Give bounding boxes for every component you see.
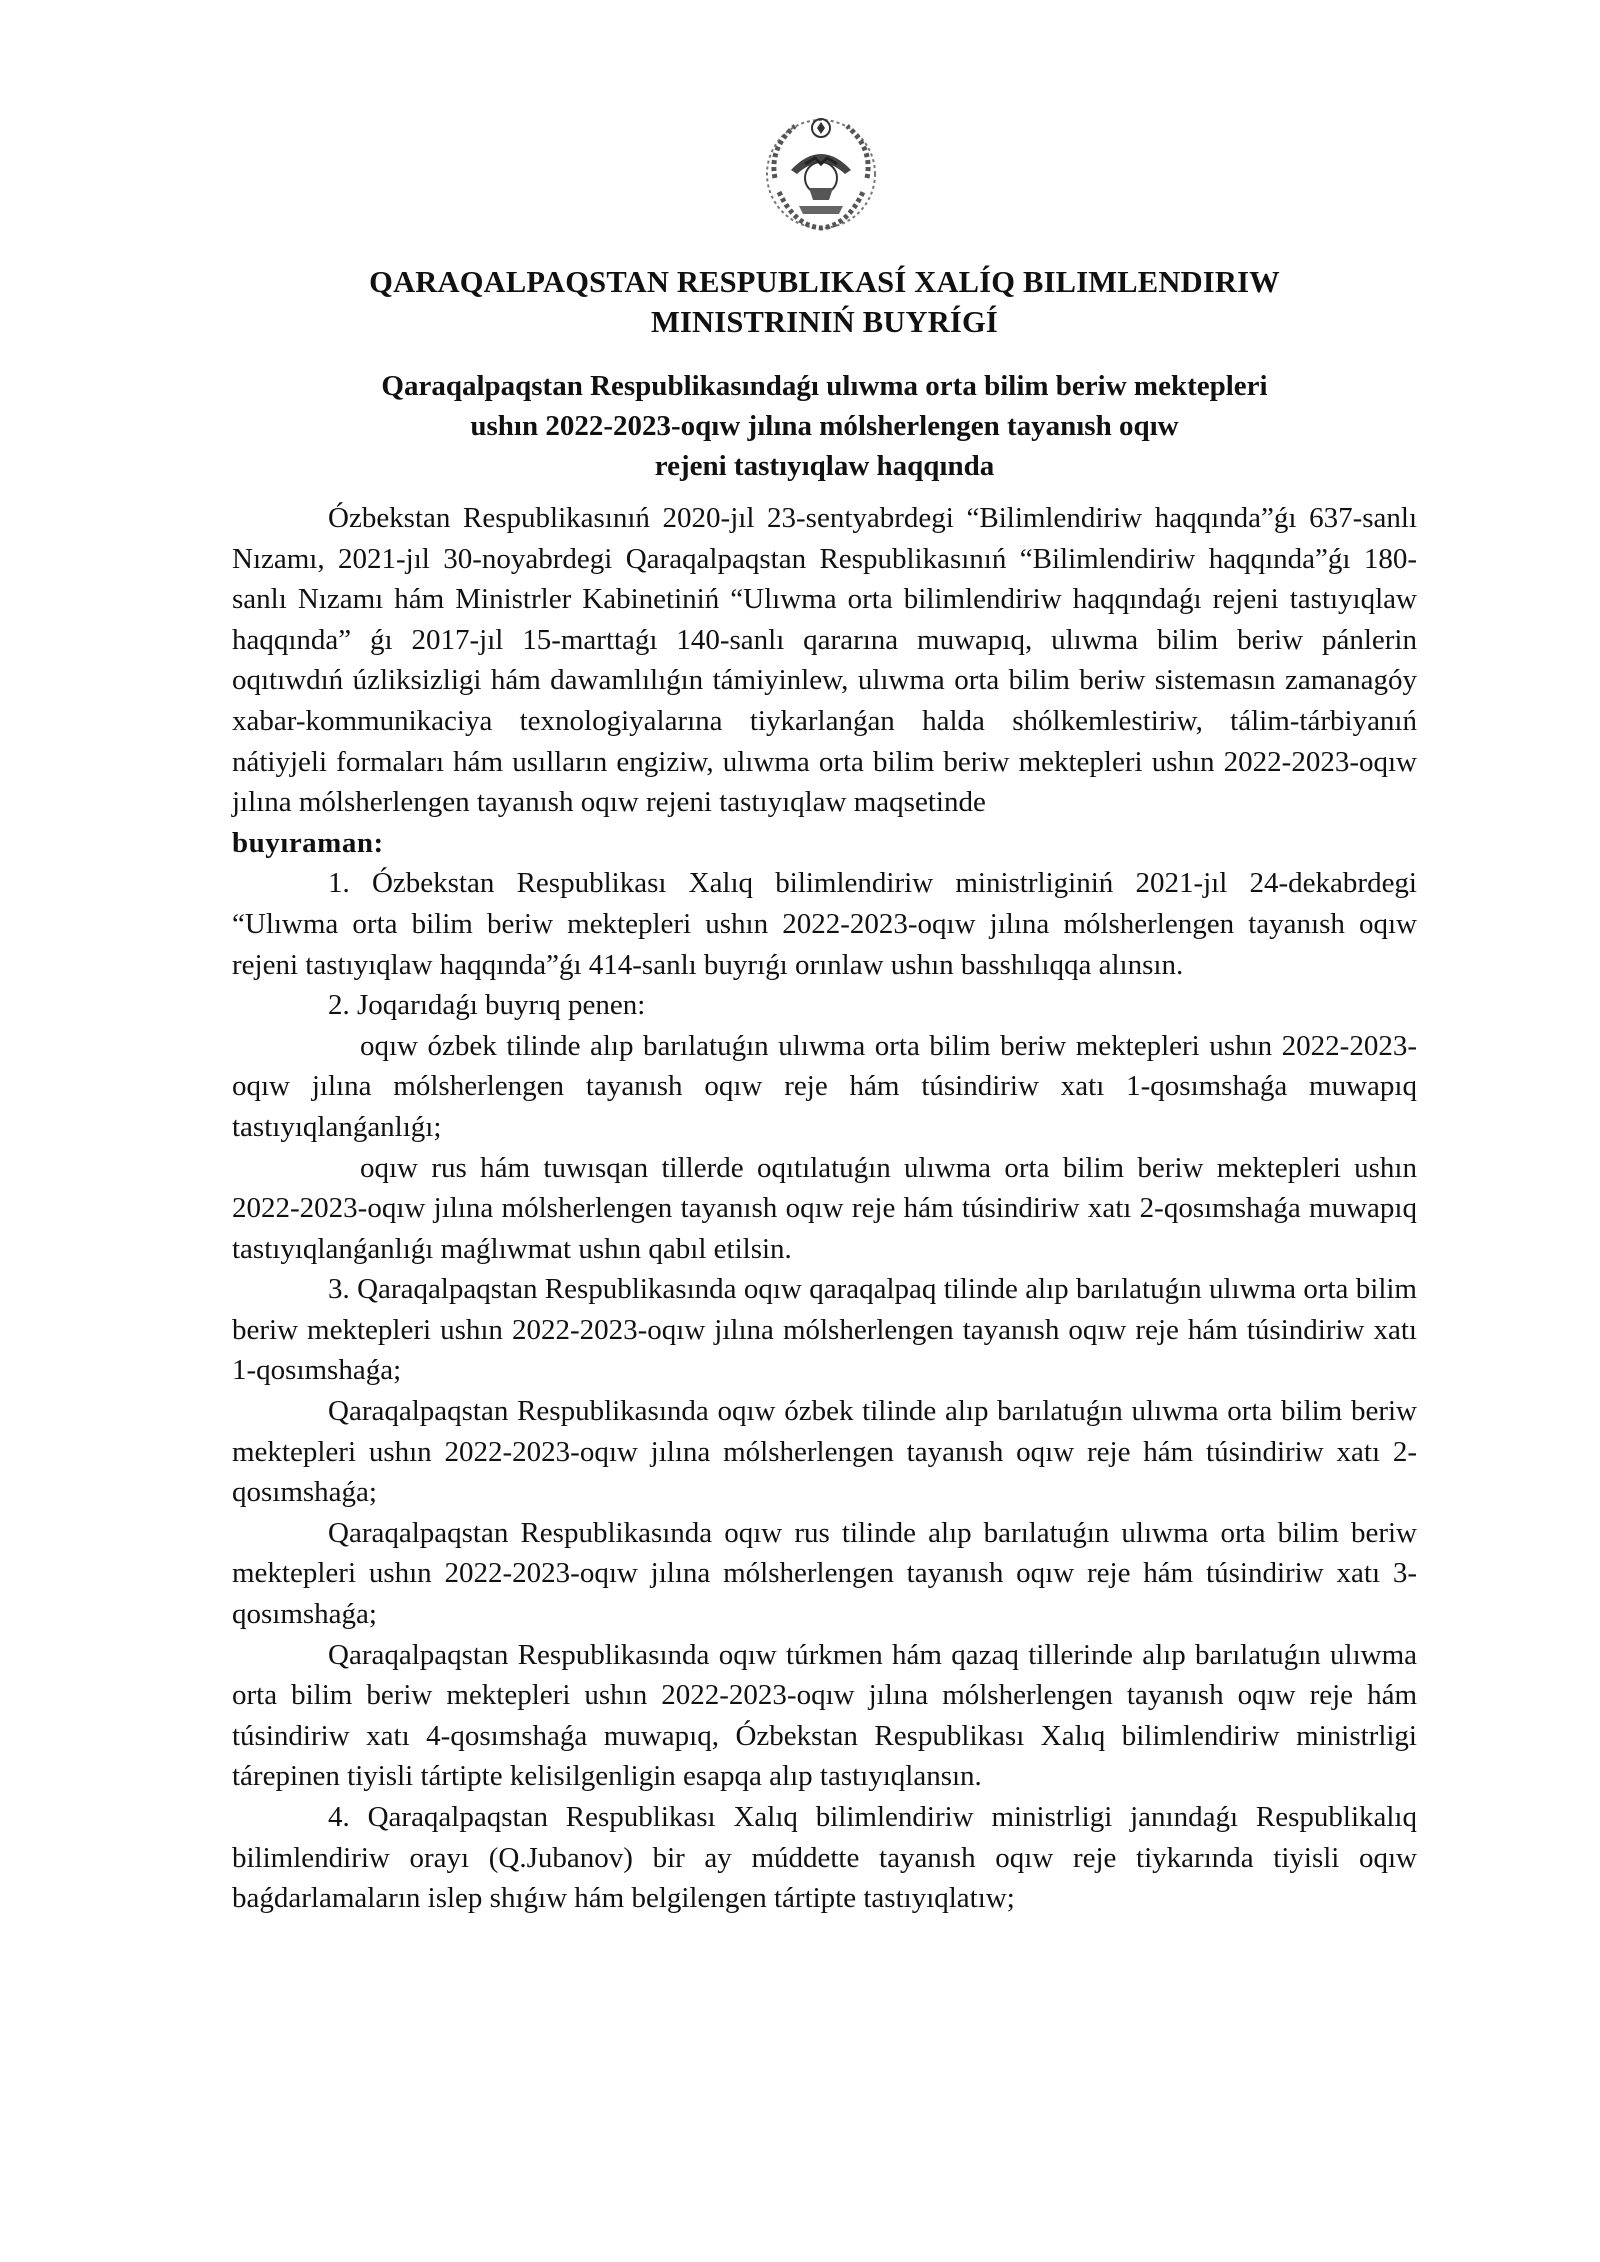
item-2-paragraph: 2. Joqarıdaǵı buyrıq penen:: [328, 989, 646, 1022]
item-3c-paragraph: Qaraqalpaqstan Respublikasında oqıw rus tilinde alıp barılatuǵın ulıwma orta bilim beriw mektepleri ushın 2022-2023-oqıw jılına mólsherlengen tayanısh oqıw reje hám túsindiriw xatı 3-qosımshaǵa;: [232, 1516, 1417, 1631]
item-1-paragraph: 1. Ózbekstan Respublikası Xalıq bilimlendiriw ministrliginiń 2021-jıl 24-dekabrdegi “Ulıwma orta bilim beriw mektepleri ushın 2022-2023-oqıw jılına mólsherlengen tayanısh oqıw rejeni tastıyıqlaw haqqında”ǵı 414-sanlı buyrıǵı orınlaw ushın basshılıqqa alınsın.: [232, 867, 1417, 981]
item-3-paragraph: 3. Qaraqalpaqstan Respublikasında oqıw qaraqalpaq tilinde alıp barılatuǵın ulıwma orta bilim beriw mektepleri ushın 2022-2023-oqıw jılına mólsherlengen tayanısh oqıw reje hám túsindiriw xatı 1-qosımshaǵa;: [232, 1273, 1417, 1387]
subject-line-2: ushın 2022-2023-oqıw jılına mólsherlengen tayanısh oqıw: [470, 410, 1179, 442]
document-title: [232, 262, 1417, 342]
title-line-1: QARAQALPAQSTAN RESPUBLIKASÍ XALÍQ BILIMLENDIRIW: [369, 265, 1280, 299]
item-4-paragraph: 4. Qaraqalpaqstan Respublikası Xalıq bilimlendiriw ministrligi janındaǵı Respublikalıq bilimlendiriw orayı (Q.Jubanov) bir ay múddette tayanısh oqıw reje tiykarında tiyisli oqıw baǵdarlamaların islep shıǵıw hám belgilengen tártipte tastıyıqlatıw;: [232, 1801, 1417, 1915]
document-body: [232, 498, 1417, 1919]
document-subject: [232, 366, 1417, 486]
title-line-2: MINISTRINIŃ BUYRÍGÍ: [651, 305, 998, 339]
subject-line-3: rejeni tastıyıqlaw haqqında: [654, 450, 995, 482]
state-emblem-icon: [755, 108, 887, 236]
item-2a-paragraph: oqıw ózbek tilinde alıp barılatuǵın ulıwma orta bilim beriw mektepleri ushın 2022-2023-oqıw jılına mólsherlengen tayanısh oqıw reje hám túsindiriw xatı 1-qosımshaǵa muwapıq tastıyıqlanǵanlıǵı;: [232, 1029, 1417, 1143]
decree-word: buyıraman:: [232, 826, 384, 859]
item-3d-paragraph: Qaraqalpaqstan Respublikasında oqıw túrkmen hám qazaq tillerinde alıp barılatuǵın ulıwma orta bilim beriw mektepleri ushın 2022-2023-oqıw jılına mólsherlengen tayanısh oqıw reje hám túsindiriw xatı 4-qosımshaǵa muwapıq, Ózbekstan Respublikası Xalıq bilimlendiriw ministrligi tárepinen tiyisli tártipte kelisilgenligin esapqa alıp tastıyıqlansın.: [232, 1638, 1417, 1793]
preamble-paragraph: Ózbekstan Respublikasınıń 2020-jıl 23-sentyabrdegi “Bilimlendiriw haqqında”ǵı 637-sanlı Nızamı, 2021-jıl 30-noyabrdegi Qaraqalpaqstan Respublikasınıń “Bilimlendiriw haqqında”ǵı 180-sanlı Nızamı hám Ministrler Kabinetiniń “Ulıwma orta bilimlendiriw haqqındaǵı rejeni tastıyıqlaw haqqında” ǵı 2017-jıl 15-marttaǵı 140-sanlı qararına muwapıq, ulıwma bilim beriw pánlerin oqıtıwdıń úzliksizligi hám dawamlılıǵın támiyinlew, ulıwma orta bilim beriw sistemasın zamanagóy xabar-kommunikaciya texnologiyalarına tiykarlanǵan halda shólkemlestiriw, tálim-tárbiyanıń nátiyjeli formaları hám usılların engiziw, ulıwma orta bilim beriw mektepleri ushın 2022-2023-oqıw jılına mólsherlengen tayanısh oqıw rejeni tastıyıqlaw maqsetinde: [232, 502, 1417, 819]
item-2b-paragraph: oqıw rus hám tuwısqan tillerde oqıtılatuǵın ulıwma orta bilim beriw mektepleri ushın 2022-2023-oqıw jılına mólsherlengen tayanısh oqıw reje hám túsindiriw xatı 2-qosımshaǵa muwapıq tastıyıqlanǵanlıǵı maǵlıwmat ushın qabıl etilsin.: [232, 1151, 1417, 1265]
item-3b-paragraph: Qaraqalpaqstan Respublikasında oqıw ózbek tilinde alıp barılatuǵın ulıwma orta bilim beriw mektepleri ushın 2022-2023-oqıw jılına mólsherlengen tayanısh oqıw reje hám túsindiriw xatı 2-qosımshaǵa;: [232, 1395, 1417, 1509]
subject-line-1: Qaraqalpaqstan Respublikasındaǵı ulıwma orta bilim beriw mektepleri: [381, 370, 1268, 402]
